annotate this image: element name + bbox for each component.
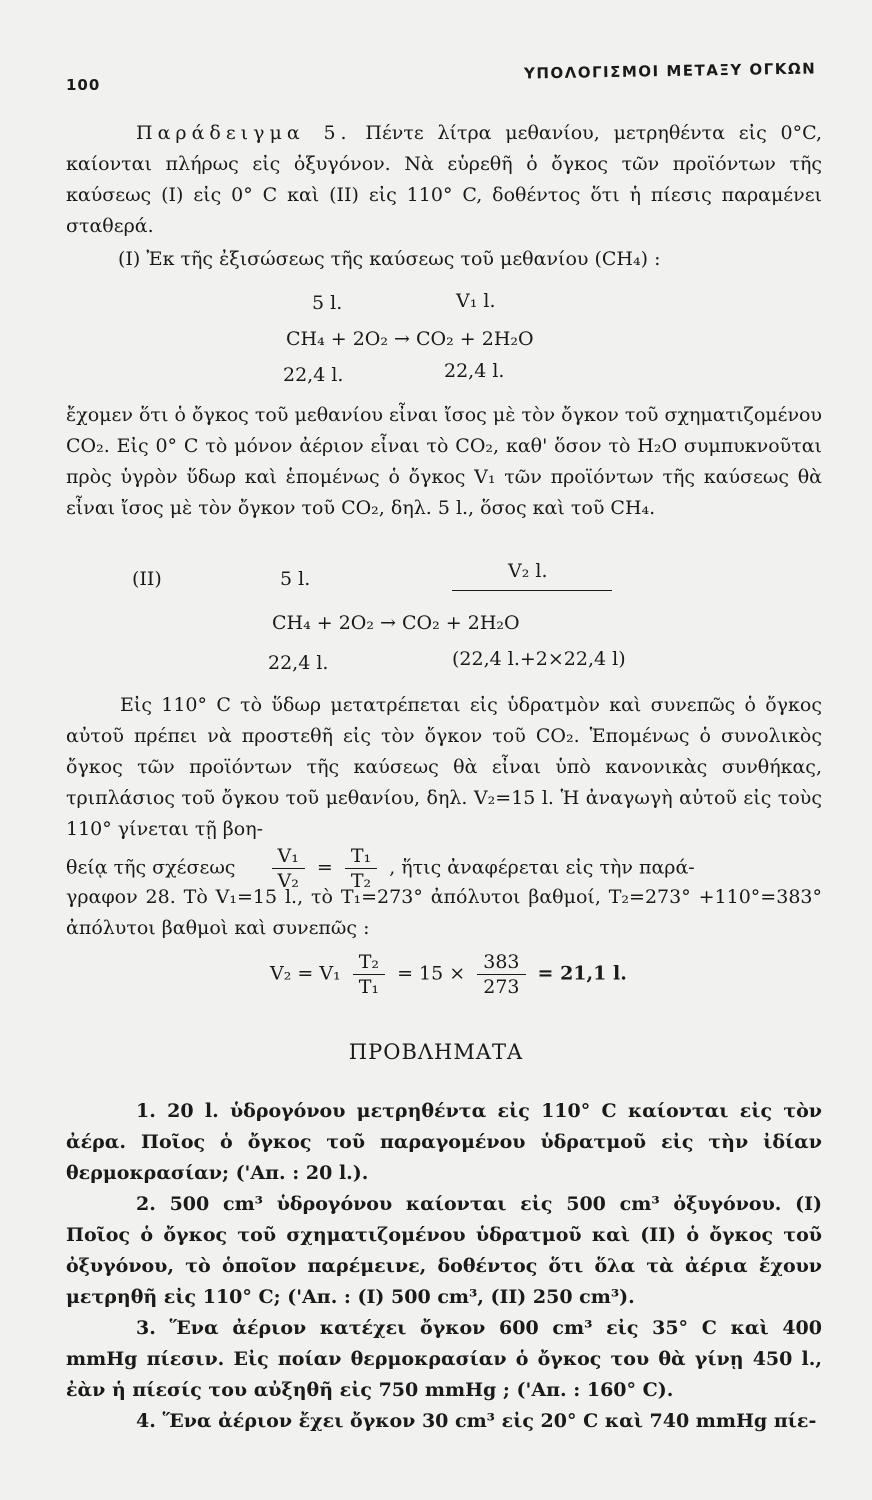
fraction-t1: T₁ (345, 844, 377, 869)
problems-heading: ΠΡΟΒΛΗΜΑΤΑ (348, 1040, 524, 1064)
final-equation (270, 950, 627, 999)
eq2-top-left: 5 l. (280, 568, 311, 590)
problem-1: 1. 20 l. ὑδρογόνου μετρηθέντα εἰς 110° C καίονται εἰς τὸν ἀέρα. Ποῖος ὁ ὄγκος τοῦ παραγομένου ὑδρατμοῦ εἰς τὴν ἰδίαν θερμοκρασίαν; ('Απ. : 20 l.). (66, 1100, 822, 1184)
part1-intro-text: (I) Ἐκ τῆς ἐξισώσεως τῆς καύσεως τοῦ μεθανίου (CH₄) : (118, 248, 661, 270)
final-lhs: V₂ = V₁ (270, 962, 341, 985)
final-t2-t1 (353, 950, 385, 999)
eq2-bottom-right: (22,4 l.+2×22,4 l) (452, 648, 626, 670)
relation-suffix: , ἥτις ἀναφέρεται εἰς τὴν παρά- (389, 856, 695, 879)
eq2-overline (452, 590, 612, 591)
example-intro-paragraph (66, 118, 822, 242)
example-intro (66, 118, 822, 242)
problem-2: 2. 500 cm³ ὑδρογόνου καίονται εἰς 500 cm³ ὀξυγόνου. (I) Ποῖος ὁ ὄγκος τοῦ σχηματιζομένου ὑδρατμοῦ καὶ (II) ὁ ὄγκος τοῦ ὀξυγόνου, τὸ ὁποῖον παρέμεινε, δοθέντος ὅτι ὅλα τὰ ἀέρια ἔχουν μετρηθῆ εἰς 110° C; ('Απ. : (I) 500 cm³, (II) 250 cm³). (66, 1193, 822, 1308)
final-mid: = 15 × (397, 962, 466, 985)
final-t2: T₂ (353, 950, 385, 975)
problems-list (66, 1096, 822, 1437)
eq2-bottom-left: 22,4 l. (268, 652, 329, 674)
final-t1: T₁ (358, 976, 380, 998)
eq1-top-right: V₁ l. (456, 290, 496, 312)
example-intro-text: Πέντε λίτρα μεθανίου, μετρηθέντα εἰς 0°C, καίονται πλήρως εἰς ὀξυγόνον. Νὰ εὑρεθῆ ὁ ὄγκος τῶν προϊόντων τῆς καύσεως (I) εἰς 0° C καὶ (II) εἰς 110° C, δοθέντος ὅτι ἡ πίεσις παραμένει σταθερά. (66, 122, 822, 237)
fraction-v1: V₁ (272, 844, 305, 869)
eq1-bottom-left: 22,4 l. (283, 364, 344, 386)
example-label: Παράδειγμα 5. (136, 122, 352, 144)
part1-paragraph: ἔχομεν ὅτι ὁ ὄγκος τοῦ μεθανίου εἶναι ἴσος μὲ τὸν ὄγκον τοῦ σχηματιζομένου CO₂. Εἰς 0° C τὸ μόνον ἀέριον εἶναι τὸ CO₂, καθ' ὅσον τὸ H₂O συμπυκνοῦται πρὸς ὑγρὸν ὕδωρ καὶ ἑπομένως ὁ ὄγκος V₁ τῶν προϊόντων τῆς καύσεως θὰ εἶναι ἴσος μὲ τὸν ὄγκον τοῦ CO₂, δηλ. 5 l., ὅσος καὶ τοῦ CH₄. (66, 404, 822, 519)
eq2-reaction: CH₄ + 2O₂ → CO₂ + 2H₂O (272, 612, 520, 634)
part2-text-b (66, 882, 822, 944)
problem-4: 4. Ἕνα ἀέριον ἔχει ὄγκον 30 cm³ εἰς 20° C καὶ 740 mmHg πίε- (136, 1410, 817, 1432)
eq2-label: (II) (132, 568, 162, 590)
fraction-t2: T₂ (350, 870, 372, 892)
eq2-top-right: V₂ l. (508, 560, 548, 582)
final-383-273 (477, 950, 525, 999)
part2-text (66, 690, 822, 845)
page-number: 100 (66, 76, 101, 94)
part1-intro (66, 244, 822, 275)
fraction-v2: V₂ (277, 870, 299, 892)
problem-3: 3. Ἕνα ἀέριον κατέχει ὄγκον 600 cm³ εἰς 35° C καὶ 400 mmHg πίεσιν. Εἰς ποίαν θερμοκρασίαν ὁ ὄγκος του θὰ γίνῃ 450 l., ἐὰν ἡ πίεσίς του αὐξηθῆ εἰς 750 mmHg ; ('Απ. : 160° C). (66, 1317, 822, 1401)
part2-paragraph-b: γραφον 28. Τὸ V₁=15 l., τὸ T₁=273° ἀπόλυτοι βαθμοί, T₂=273° +110°=383° ἀπόλυτοι βαθμοὶ καὶ συνεπῶς : (66, 886, 822, 939)
relation-prefix: θείᾳ τῆς σχέσεως (66, 856, 236, 879)
running-title: ΥΠΟΛΟΓΙΣΜΟΙ ΜΕΤΑΞΥ ΟΓΚΩΝ (523, 59, 817, 83)
eq1-top-left: 5 l. (312, 292, 343, 314)
final-den: 273 (483, 976, 520, 998)
relation-equals: = (316, 856, 339, 879)
part2-paragraph-a: Εἰς 110° C τὸ ὕδωρ μετατρέπεται εἰς ὑδρατμὸν καὶ συνεπῶς ὁ ὄγκος αὐτοῦ πρέπει νὰ προστεθῆ εἰς τὸν ὄγκον τοῦ CO₂. Ἑπομένως ὁ συνολικὸς ὄγκος τῶν προϊόντων τῆς καύσεως θὰ εἶναι ὑπὸ κανονικὰς συνθήκας, τριπλάσιος τοῦ ὄγκου τοῦ μεθανίου, δηλ. V₂=15 l. Ἡ ἀναγωγὴ αὐτοῦ εἰς τοὺς 110° γίνεται τῇ βοη- (66, 694, 822, 840)
final-num: 383 (477, 950, 525, 975)
eq1-bottom-right: 22,4 l. (444, 360, 505, 382)
part1-text (66, 400, 822, 524)
final-result: = 21,1 l. (537, 962, 627, 985)
eq1-reaction: CH₄ + 2O₂ → CO₂ + 2H₂O (286, 328, 534, 350)
